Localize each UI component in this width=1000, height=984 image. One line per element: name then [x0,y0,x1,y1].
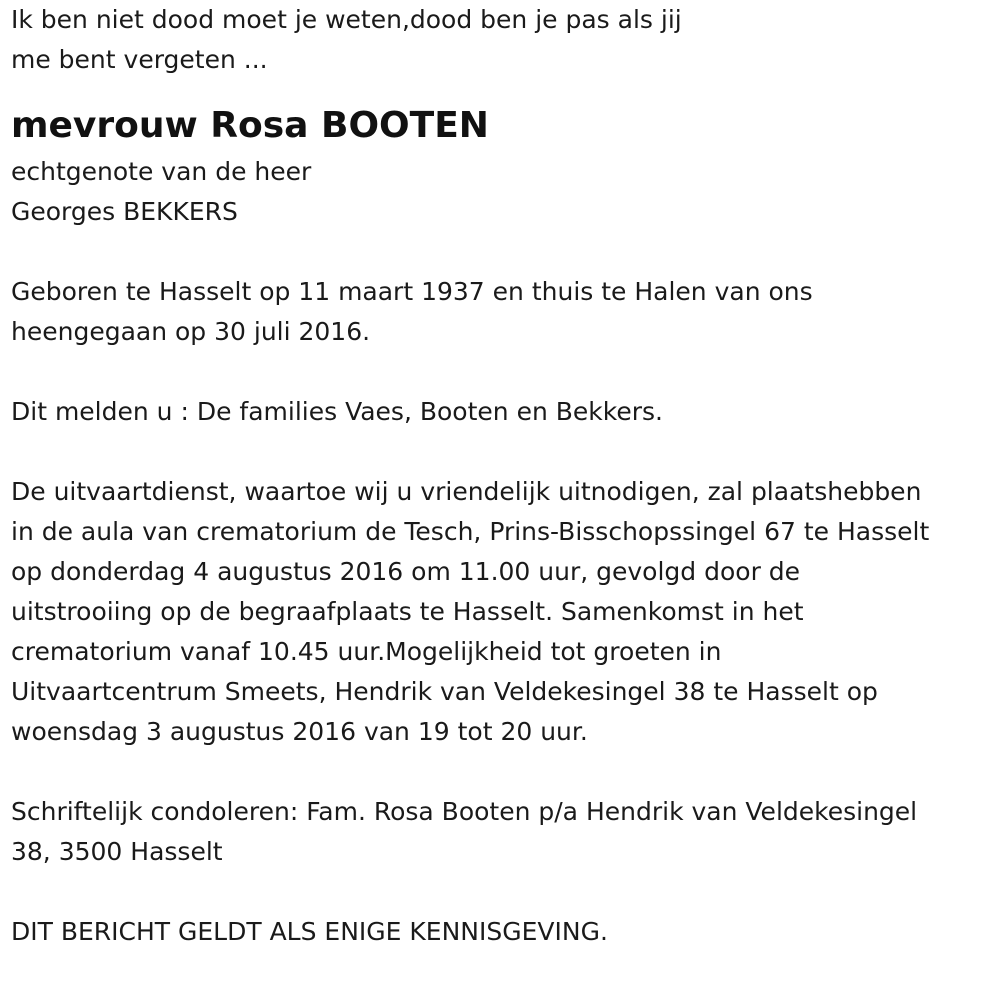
announced-by: Dit melden u : De families Vaes, Booten en Bekkers. [11,397,663,426]
paragraph-line: op donderdag 4 augustus 2016 om 11.00 uur, gevolgd door de [11,557,801,586]
birth-death-paragraph [11,272,991,352]
paragraph-line: crematorium vanaf 10.45 uur.Mogelijkheid tot groeten in [11,637,722,666]
paragraph-line: heengegaan op 30 juli 2016. [11,317,371,346]
paragraph-line: 38, 3500 Hasselt [11,837,223,866]
paragraph-line: Uitvaartcentrum Smeets, Hendrik van Veldekesingel 38 te Hasselt op [11,677,878,706]
paragraph-line: Geboren te Hasselt op 11 maart 1937 en thuis te Halen van ons [11,277,813,306]
paragraph-line: in de aula van crematorium de Tesch, Prins-Bisschopssingel 67 te Hasselt [11,517,930,546]
quote-line: Ik ben niet dood moet je weten,dood ben je pas als jij [11,5,682,34]
paragraph-line: uitstrooiing op de begraafplaats te Hasselt. Samenkomst in het [11,597,804,626]
notice-text: DIT BERICHT GELDT ALS ENIGE KENNISGEVING. [11,917,608,946]
relation-text: echtgenote van de heer [11,157,312,186]
obituary-document [11,0,991,952]
condolences-paragraph [11,792,991,872]
paragraph-line: Schriftelijk condoleren: Fam. Rosa Booten p/a Hendrik van Veldekesingel [11,797,918,826]
paragraph-line: woensdag 3 augustus 2016 van 19 tot 20 uur. [11,717,588,746]
paragraph-line: De uitvaartdienst, waartoe wij u vriendelijk uitnodigen, zal plaatshebben [11,477,922,506]
deceased-name: mevrouw Rosa BOOTEN [11,105,489,146]
quote-line: me bent vergeten ... [11,45,268,74]
funeral-paragraph [11,472,991,752]
quote-block [11,0,991,80]
spouse-name: Georges BEKKERS [11,197,238,226]
